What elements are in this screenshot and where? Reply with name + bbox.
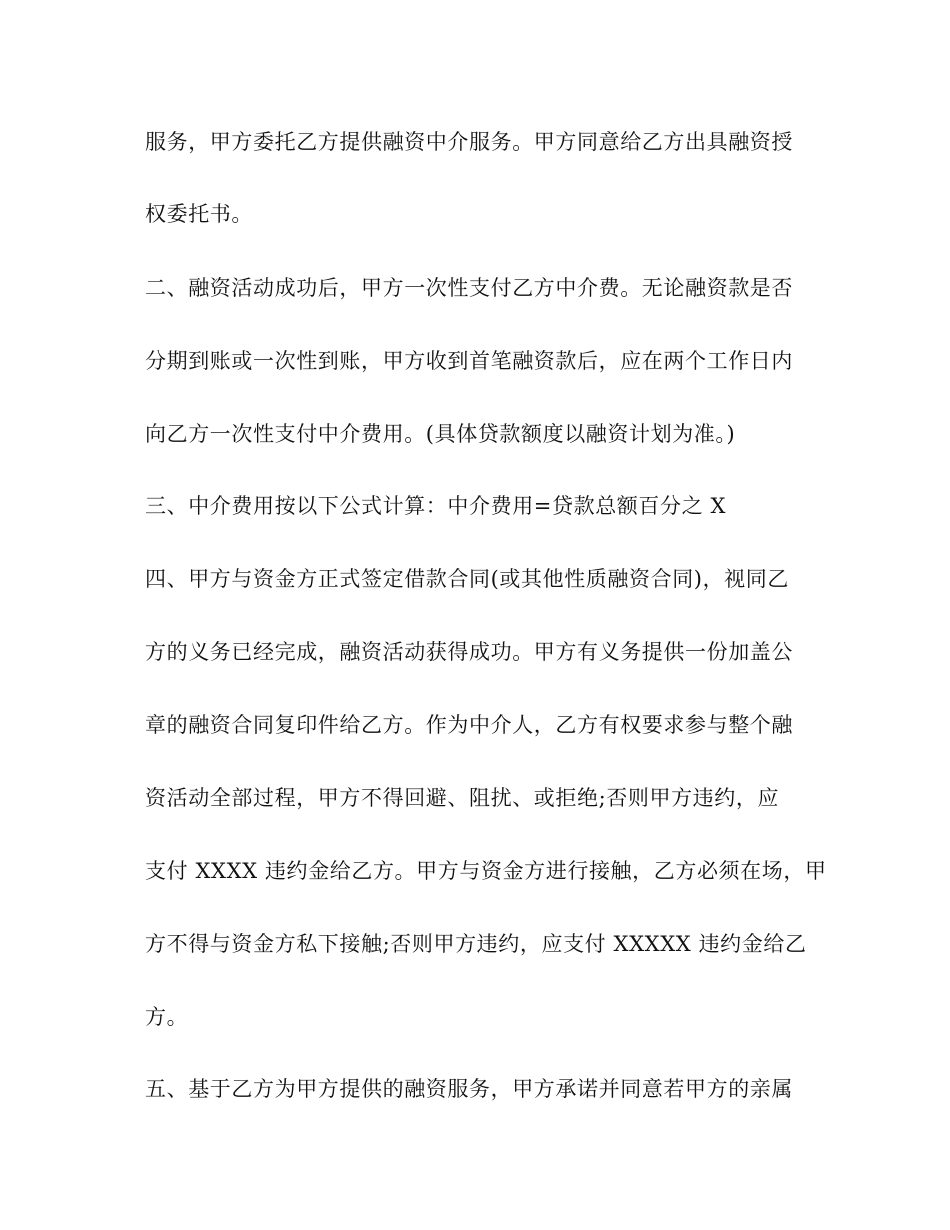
text-line-11: 支付 XXXX 违约金给乙方。甲方与资金方进行接触，乙方必须在场，甲 — [145, 859, 827, 883]
text-line-7: 四、甲方与资金方正式签定借款合同(或其他性质融资合同)，视同乙 — [145, 567, 789, 591]
text-line-2: 权委托书。 — [145, 202, 253, 226]
text-line-4: 分期到账或一次性到账，甲方收到首笔融资款后，应在两个工作日内 — [145, 349, 793, 373]
text-line-1: 服务，甲方委托乙方提供融资中介服务。甲方同意给乙方出具融资授 — [145, 130, 793, 154]
text-line-9: 章的融资合同复印件给乙方。作为中介人，乙方有权要求参与整个融 — [145, 713, 793, 737]
text-line-14: 五、基于乙方为甲方提供的融资服务，甲方承诺并同意若甲方的亲属 — [145, 1077, 793, 1101]
text-line-5: 向乙方一次性支付中介费用。(具体贷款额度以融资计划为准。) — [145, 422, 736, 446]
text-line-8: 方的义务已经完成，融资活动获得成功。甲方有义务提供一份加盖公 — [145, 640, 793, 664]
text-line-6: 三、中介费用按以下公式计算：中介费用=贷款总额百分之 X — [145, 494, 727, 518]
text-line-12: 方不得与资金方私下接触;否则甲方违约，应支付 XXXXX 违约金给乙 — [145, 932, 807, 956]
text-line-10: 资活动全部过程，甲方不得回避、阻扰、或拒绝;否则甲方违约，应 — [145, 786, 780, 810]
text-line-3: 二、融资活动成功后，甲方一次性支付乙方中介费。无论融资款是否 — [145, 276, 793, 300]
text-line-13: 方。 — [145, 1005, 189, 1029]
